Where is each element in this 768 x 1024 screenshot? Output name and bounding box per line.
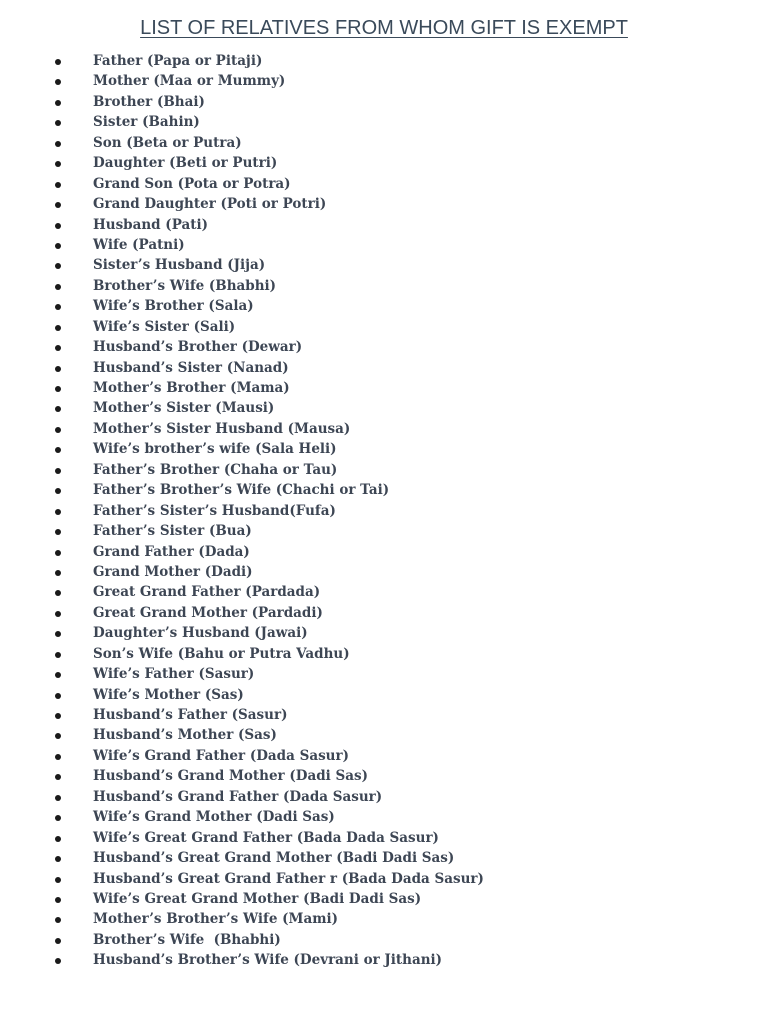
bullet-icon	[55, 366, 61, 372]
list-item-text: Wife’s Brother (Sala)	[93, 298, 254, 315]
bullet-icon	[55, 304, 61, 310]
list-item-text: Great Grand Mother (Pardadi)	[93, 604, 323, 621]
list-item-text: Father (Papa or Pitaji)	[93, 53, 263, 69]
bullet-icon	[55, 611, 61, 617]
list-item-text: Brother (Bhai)	[93, 93, 205, 110]
list-item-text: Mother’s Sister (Mausi)	[93, 400, 275, 417]
bullet-icon	[55, 488, 61, 494]
bullet-icon	[55, 79, 61, 85]
list-item-text: Wife’s Grand Mother (Dadi Sas)	[93, 809, 335, 826]
list-item-text: Wife’s Father (Sasur)	[93, 666, 255, 683]
list-item-text: Father’s Sister’s Husband(Fufa)	[93, 502, 336, 519]
list-item-text: Grand Daughter (Poti or Potri)	[93, 196, 327, 213]
list-item-text: Father’s Sister (Bua)	[93, 523, 252, 540]
list-item-text: Father’s Brother’s Wife (Chachi or Tai)	[93, 482, 390, 499]
bullet-icon	[55, 182, 61, 188]
bullet-icon	[55, 509, 61, 515]
list-item-text: Husband’s Grand Mother (Dadi Sas)	[93, 768, 368, 785]
list-item-text: Father’s Brother (Chaha or Tau)	[93, 461, 338, 478]
list-item-text: Great Grand Father (Pardada)	[93, 584, 321, 601]
list-item-text: Brother’s Wife (Bhabhi)	[93, 277, 277, 294]
bullet-icon	[55, 856, 61, 862]
bullet-icon	[55, 406, 61, 412]
bullet-icon	[55, 917, 61, 923]
bullet-icon	[55, 631, 61, 637]
page-title: LIST OF RELATIVES FROM WHOM GIFT IS EXEMPT	[140, 17, 628, 39]
bullet-icon	[55, 672, 61, 678]
bullet-icon	[55, 550, 61, 556]
bullet-icon	[55, 345, 61, 351]
bullet-icon	[55, 693, 61, 699]
list-item-text: Wife’s Grand Father (Dada Sasur)	[93, 747, 349, 764]
list-item-text: Sister’s Husband (Jija)	[93, 257, 266, 274]
bullet-icon	[55, 897, 61, 903]
bullet-icon	[55, 59, 61, 65]
list-item-text: Daughter’s Husband (Jawai)	[93, 625, 308, 642]
bullet-icon	[55, 468, 61, 474]
bullet-icon	[55, 733, 61, 739]
list-item-text: Mother’s Brother (Mama)	[93, 380, 290, 396]
bullet-icon	[55, 938, 61, 944]
list-item-text: Wife’s brother’s wife (Sala Heli)	[93, 441, 337, 458]
list-item-text: Husband’s Father (Sasur)	[93, 707, 288, 723]
bullet-icon	[55, 141, 61, 147]
bullet-icon	[55, 243, 61, 249]
list-item-text: Son’s Wife (Bahu or Putra Vadhu)	[93, 645, 350, 662]
list-item-text: Wife’s Sister (Sali)	[93, 318, 236, 335]
list-item-text: Mother’s Brother’s Wife (Mami)	[93, 911, 338, 928]
list-item-text: Mother (Maa or Mummy)	[93, 73, 286, 90]
bullet-icon	[55, 774, 61, 780]
list-item-text: Grand Father (Dada)	[93, 543, 250, 560]
list-item-text: Daughter (Beti or Putri)	[93, 155, 278, 172]
list-item-text: Husband’s Grand Father (Dada Sasur)	[93, 788, 383, 805]
bullet-icon	[55, 877, 61, 883]
bullet-icon	[55, 958, 61, 964]
bullet-icon	[55, 590, 61, 596]
bullet-icon	[55, 202, 61, 208]
list-item-text: Husband’s Mother (Sas)	[93, 727, 277, 744]
list-item-text: Husband (Pati)	[93, 216, 208, 233]
list-item-text: Wife’s Great Grand Mother (Badi Dadi Sas)	[93, 890, 422, 907]
list-item-text: Husband’s Brother’s Wife (Devrani or Jithani)	[93, 952, 443, 969]
bullet-icon	[55, 100, 61, 106]
list-item-text: Wife’s Great Grand Father (Bada Dada Sasur)	[93, 829, 439, 846]
bullet-icon	[55, 223, 61, 229]
bullet-icon	[55, 754, 61, 760]
list-item-text: Grand Son (Pota or Potra)	[93, 175, 291, 192]
bullet-icon	[55, 325, 61, 331]
list-item-text: Husband’s Great Grand Mother (Badi Dadi Sas)	[93, 850, 455, 867]
list-item-text: Wife’s Mother (Sas)	[93, 686, 244, 703]
bullet-icon	[55, 713, 61, 719]
list-item-text: Mother’s Sister Husband (Mausa)	[93, 420, 351, 437]
list-item-text: Grand Mother (Dadi)	[93, 563, 253, 580]
list-item-text: Sister (Bahin)	[93, 114, 200, 131]
list-item-text: Wife (Patni)	[93, 236, 185, 253]
bullet-icon	[55, 652, 61, 658]
bullet-icon	[55, 161, 61, 167]
bullet-icon	[55, 427, 61, 433]
bullet-icon	[55, 795, 61, 801]
bullet-icon	[55, 386, 61, 392]
list-item-text: Husband’s Great Grand Father r (Bada Dada Sasur)	[93, 870, 484, 887]
bullet-icon	[55, 284, 61, 290]
bullet-icon	[55, 447, 61, 453]
list-item-text: Brother’s Wife (Bhabhi)	[93, 931, 281, 948]
list-item-text: Husband’s Brother (Dewar)	[93, 339, 303, 356]
list-item-text: Son (Beta or Putra)	[93, 134, 242, 151]
bullet-icon	[55, 529, 61, 535]
bullet-icon	[55, 836, 61, 842]
bullet-icon	[55, 263, 61, 269]
list-item-text: Husband’s Sister (Nanad)	[93, 359, 289, 376]
bullet-icon	[55, 120, 61, 126]
bullet-icon	[55, 570, 61, 576]
bullet-icon	[55, 815, 61, 821]
